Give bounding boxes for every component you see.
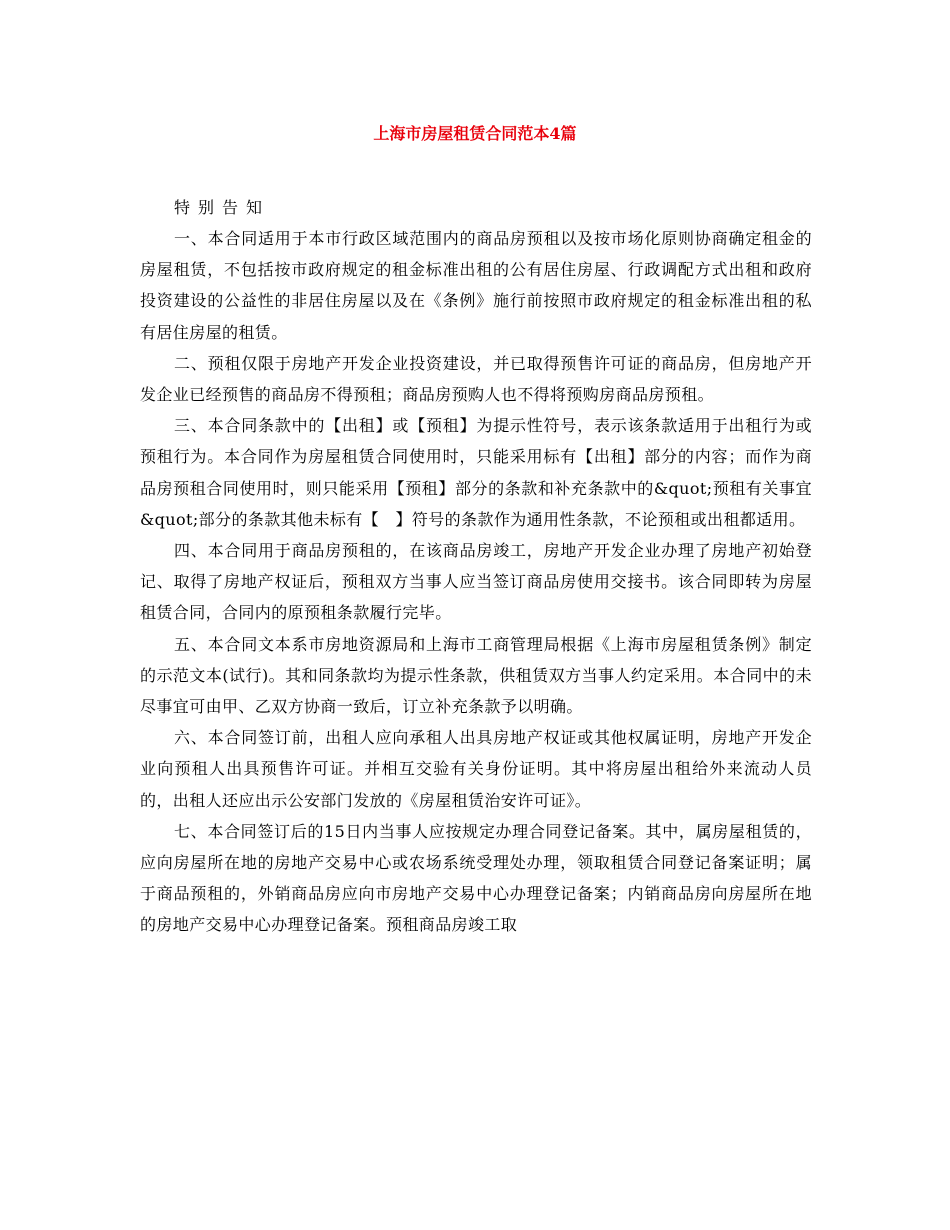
paragraph-3: 三、本合同条款中的【出租】或【预租】为提示性符号，表示该条款适用于出租行为或预租行为。本合同作为房屋租赁合同使用时，只能采用标有【出租】部分的内容；而作为商品房预租合同使用时，则只能采用【预租】部分的条款和补充条款中的&quot;预租有关事宜&quot;部分的条款其他未标有【 】符号的条款作为通用性条款，不论预租或出租都适用。 (140, 416, 812, 529)
paragraph-5: 五、本合同文本系市房地资源局和上海市工商管理局根据《上海市房屋租赁条例》制定的示范文本(试行)。其和同条款均为提示性条款，供租赁双方当事人约定采用。本合同中的未尽事宜可由甲、乙双方协商一致后，订立补充条款予以明确。 (140, 634, 812, 717)
document-title: 上海市房屋租赁合同范本4篇 (373, 124, 577, 143)
document-body (140, 192, 812, 941)
paragraph-4: 四、本合同用于商品房预租的，在该商品房竣工，房地产开发企业办理了房地产初始登记、取得了房地产权证后，预租双方当事人应当签订商品房使用交接书。该合同即转为房屋租赁合同，合同内的原预租条款履行完毕。 (140, 541, 812, 623)
paragraph-2: 二、预租仅限于房地产开发企业投资建设，并已取得预售许可证的商品房，但房地产开发企业已经预售的商品房不得预租；商品房预购人也不得将预购房商品房预租。 (140, 353, 812, 405)
paragraph-7: 七、本合同签订后的15日内当事人应按规定办理合同登记备案。其中，属房屋租赁的，应向房屋所在地的房地产交易中心或农场系统受理处办理，领取租赁合同登记备案证明；属于商品预租的，外销商品房应向市房地产交易中心办理登记备案；内销商品房向房屋所在地的房地产交易中心办理登记备案。预租商品房竣工取 (140, 821, 812, 935)
notice-heading: 特别告知 (174, 198, 271, 217)
paragraph-6: 六、本合同签订前，出租人应向承租人出具房地产权证或其他权属证明，房地产开发企业向预租人出具预售许可证。并相互交验有关身份证明。其中将房屋出租给外来流动人员的，出租人还应出示公安部门发放的《房屋租赁治安许可证》。 (140, 728, 812, 810)
paragraph-1: 一、本合同适用于本市行政区域范围内的商品房预租以及按市场化原则协商确定租金的房屋租赁，不包括按市政府规定的租金标准出租的公有居住房屋、行政调配方式出租和政府投资建设的公益性的非居住房屋以及在《条例》施行前按照市政府规定的租金标准出租的私有居住房屋的租赁。 (140, 229, 812, 342)
